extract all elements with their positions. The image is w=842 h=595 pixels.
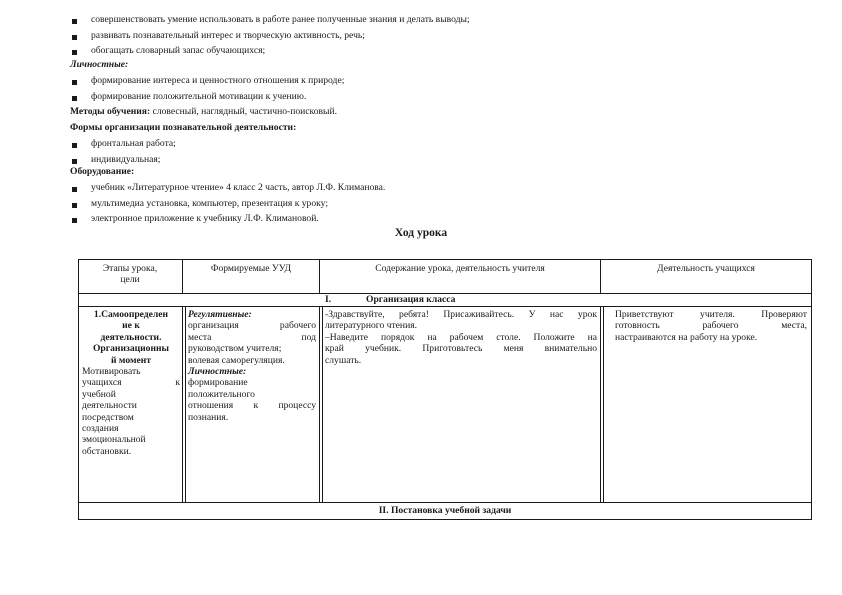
student-line: готовность рабочего места, — [615, 320, 807, 332]
stage-desc-line: деятельности — [82, 400, 137, 412]
uud-line: формирование — [188, 377, 248, 389]
methods-label: Методы обучения: — [70, 106, 151, 117]
table-border — [603, 307, 604, 502]
bullet-marker — [72, 187, 77, 192]
equipment-item: электронное приложение к учебнику Л.Ф. Климановой. — [91, 213, 319, 224]
table-border — [78, 259, 812, 260]
stage-name-line: Организационны — [92, 343, 170, 355]
lesson-table — [78, 259, 812, 520]
personal-item: формирование интереса и ценностного отношения к природе; — [91, 75, 345, 86]
lesson-title: Ход урока — [394, 227, 448, 239]
stage-desc-line: учащихся к — [82, 377, 180, 389]
table-border — [322, 307, 323, 502]
personal-heading: Личностные: — [70, 59, 129, 70]
teacher-line: литературного чтения. — [325, 320, 418, 332]
table-border — [811, 259, 812, 520]
bullet-marker — [72, 218, 77, 223]
methods-text: словесный, наглядный, частично-поисковый. — [150, 106, 338, 117]
section1-title: Организация класса — [366, 294, 456, 305]
header-uud: Формируемые УУД — [210, 263, 292, 274]
header-content: Содержание урока, деятельность учителя — [375, 263, 545, 274]
stage-name-line: деятельности. — [100, 331, 162, 343]
bullet-marker — [72, 159, 77, 164]
forms-item: фронтальная работа; — [91, 138, 176, 149]
teacher-line: –Наведите порядок на рабочем столе. Положите на — [325, 331, 597, 343]
equipment-item: учебник «Литературное чтение» 4 класс 2 часть, автор Л.Ф. Климанова. — [91, 182, 386, 193]
bullet-marker — [72, 203, 77, 208]
table-border — [600, 306, 601, 503]
table-border — [78, 502, 812, 503]
bullet-marker — [72, 96, 77, 101]
uud-personal-heading: Личностные: — [188, 366, 247, 378]
students-cell — [615, 309, 807, 343]
teacher-line: -Здравствуйте, ребята! Присаживайтесь. У нас урок — [325, 309, 597, 320]
stage-desc-line: Мотивировать — [82, 366, 141, 378]
forms-heading: Формы организации познавательной деятельности: — [70, 122, 297, 133]
bullet-marker — [72, 35, 77, 40]
uud-line: познания. — [188, 411, 229, 423]
uud-line: отношения к процессу — [188, 400, 316, 412]
uud-regulatory-heading: Регулятивные: — [188, 309, 252, 320]
header-stages-line: Этапы урока, — [102, 263, 158, 274]
table-border — [182, 306, 183, 503]
section2-title: II. Постановка учебной задачи — [378, 505, 512, 516]
header-students: Деятельность учащихся — [657, 263, 755, 274]
stage-desc-line: эмоциональной — [82, 434, 146, 446]
equipment-heading: Оборудование: — [70, 166, 135, 177]
stage-desc-line: посредством — [82, 411, 134, 423]
teacher-cell — [325, 309, 597, 366]
goal-item: обогащать словарный запас обучающихся; — [91, 45, 266, 56]
student-line: настраиваются на работу на уроке. — [615, 331, 758, 343]
uud-cell — [188, 309, 316, 423]
table-border — [78, 519, 812, 520]
uud-line: организация рабочего — [188, 320, 316, 332]
goal-item: совершенствовать умение использовать в работе ранее полученные знания и делать выводы; — [91, 14, 470, 25]
stage-name-line: 1.Самоопределен — [93, 309, 169, 320]
stage-desc-line: создания — [82, 423, 119, 435]
bullet-marker — [72, 19, 77, 24]
table-border — [78, 259, 79, 520]
student-line: Приветствуют учителя. Проверяют — [615, 309, 807, 320]
table-border — [78, 306, 812, 307]
personal-item: формирование положительной мотивации к учению. — [91, 91, 307, 102]
equipment-item: мультимедиа установка, компьютер, презентация к уроку; — [91, 198, 328, 209]
table-border — [319, 306, 320, 503]
stage-cell — [82, 309, 180, 457]
bullet-marker — [72, 50, 77, 55]
bullet-marker — [72, 80, 77, 85]
uud-line: волевая саморегуляция. — [188, 354, 285, 366]
stage-name-line: й момент — [111, 354, 151, 366]
header-stages-line: цели — [120, 274, 140, 286]
uud-line: положительного — [188, 388, 255, 400]
methods-line — [70, 106, 337, 118]
stage-desc-line: обстановки. — [82, 445, 132, 457]
stage-desc-line: учебной — [82, 388, 116, 400]
table-border — [185, 307, 186, 502]
uud-line: руководством учителя; — [188, 343, 282, 355]
teacher-line: слушать. — [325, 354, 362, 366]
forms-item: индивидуальная; — [91, 154, 161, 165]
goal-item: развивать познавательный интерес и творческую активность, речь; — [91, 30, 365, 41]
header-stages — [78, 263, 182, 286]
bullet-marker — [72, 143, 77, 148]
stage-name-line: ие к — [122, 320, 140, 332]
teacher-line: край учебник. Приготовьтесь меня внимательно — [325, 343, 597, 355]
uud-line: места под — [188, 331, 316, 343]
section1-number: I. — [325, 294, 332, 305]
